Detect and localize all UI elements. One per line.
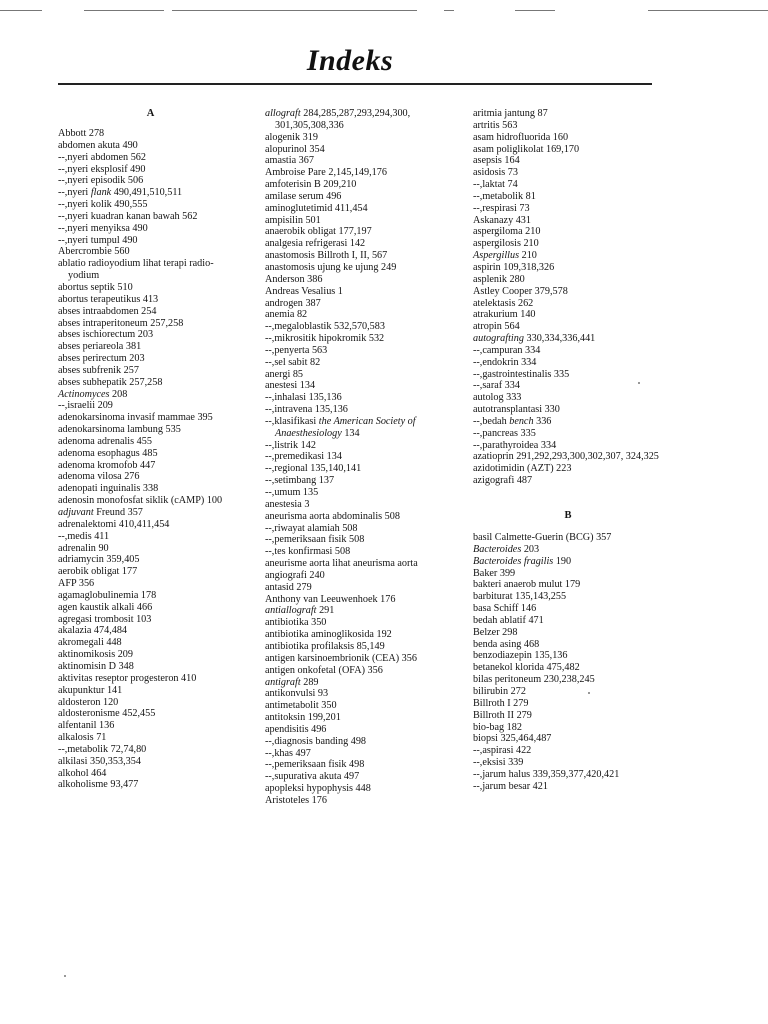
index-entry: biopsi 325,464,487: [473, 733, 552, 745]
index-entry: antiallograft 291: [265, 605, 335, 617]
header-line: [444, 10, 454, 11]
index-entry: --,nyeri tumpul 490: [58, 234, 138, 246]
index-entry: abortus terapeutikus 413: [58, 293, 159, 305]
index-entry: antigraft 289: [265, 676, 319, 688]
index-entry: --,mikrositik hipokromik 532: [265, 333, 385, 345]
index-entry: bedah ablatif 471: [473, 614, 544, 626]
index-entry: --,aspirasi 422: [473, 745, 532, 757]
index-entry: --,pemeriksaan fisik 498: [265, 759, 365, 771]
index-entry: bilirubin 272: [473, 685, 526, 697]
index-column-3: [473, 108, 663, 793]
index-entry: alopurinol 354: [265, 143, 325, 155]
index-entry: betanekol klorida 475,482: [473, 662, 580, 674]
index-entry: antitoksin 199,201: [265, 712, 341, 724]
index-entry: adjuvant Freund 357: [58, 507, 143, 518]
index-entry: --,diagnosis banding 498: [265, 735, 367, 747]
index-entry: anestesi 134: [265, 380, 316, 392]
index-entry: --,gastrointestinalis 335: [473, 368, 570, 380]
index-entry: abdomen akuta 490: [58, 139, 138, 151]
index-entry: --,nyeri kuadran kanan bawah 562: [58, 210, 198, 222]
index-entry: --,setimbang 137: [265, 475, 335, 487]
index-entry: alkohol 464: [58, 767, 107, 779]
index-entry: --,listrik 142: [265, 439, 316, 451]
section-heading-a: A: [146, 108, 155, 119]
index-entry: autografting 330,334,336,441: [473, 333, 596, 345]
index-entry: abortus septik 510: [58, 281, 133, 293]
page-title: Indeks: [306, 44, 394, 77]
index-entry: alkalosis 71: [58, 732, 107, 744]
header-line: [84, 10, 164, 11]
index-entry: anastomosis ujung ke ujung 249: [265, 261, 397, 273]
index-entry: anergi 85: [265, 368, 304, 380]
index-entry: --,nyeri kolik 490,555: [58, 199, 148, 211]
index-entry: antimetabolit 350: [265, 700, 337, 712]
index-entry: --,saraf 334: [473, 380, 520, 392]
index-entry: --,nyeri eksplosif 490: [58, 163, 146, 175]
index-entry: bakteri anaerob mulut 179: [473, 579, 581, 591]
index-entry: anemia 82: [265, 309, 308, 321]
index-entry: alkoholisme 93,477: [58, 779, 139, 791]
entry-list: [58, 128, 243, 791]
header-line: [648, 10, 768, 11]
entry-list: [473, 108, 663, 487]
index-entry: atelektasis 262: [473, 297, 534, 309]
index-entry: asplenik 280: [473, 273, 525, 285]
index-entry: Bacteroides fragilis 190: [473, 555, 572, 567]
index-entry: aldosteron 120: [58, 696, 119, 708]
index-entry: aktinomikosis 209: [58, 649, 133, 661]
index-entry: autolog 333: [473, 392, 522, 404]
index-entry: aneurisme aorta lihat aneurisma aorta: [265, 558, 418, 570]
index-entry: --,laktat 74: [473, 179, 518, 191]
index-entry: Anderson 386: [265, 273, 323, 285]
index-entry: Actinomyces 208: [58, 388, 128, 400]
index-entry: akupunktur 141: [58, 684, 123, 696]
index-entry: bilas peritoneum 230,238,245: [473, 674, 595, 686]
index-entry: barbiturat 135,143,255: [473, 591, 567, 603]
index-entry: adenokarsinoma invasif mammae 395: [58, 412, 213, 424]
index-entry: Abbott 278: [58, 128, 105, 139]
index-entry: abses intraabdomen 254: [58, 305, 157, 317]
index-entry: --,respirasi 73: [473, 202, 530, 214]
index-entry: Billroth I 279: [473, 697, 529, 709]
index-entry: AFP 356: [58, 578, 95, 590]
index-entry: --,parathyroidea 334: [473, 439, 557, 451]
index-entry: benda asing 468: [473, 638, 540, 650]
index-entry: --,campuran 334: [473, 344, 541, 356]
index-entry: aminoglutetimid 411,454: [265, 202, 368, 214]
index-column-1: [58, 107, 243, 791]
index-entry: alkilasi 350,353,354: [58, 755, 141, 767]
index-entry: aerobik obligat 177: [58, 566, 138, 578]
index-entry: aspergiloma 210: [473, 226, 541, 238]
index-entry: apopleksi hypophysis 448: [265, 783, 371, 795]
index-entry: basil Calmette-Guerin (BCG) 357: [473, 532, 612, 543]
index-entry: androgen 387: [265, 297, 321, 309]
index-entry: --,khas 497: [265, 747, 311, 759]
index-entry: atropin 564: [473, 321, 520, 333]
index-entry: antibiotika profilaksis 85,149: [265, 640, 385, 652]
index-entry: Baker 399: [473, 567, 516, 579]
index-entry: adenoma vilosa 276: [58, 471, 140, 483]
section-heading-b: B: [564, 510, 572, 521]
header-line: [515, 10, 555, 11]
index-entry: Aristoteles 176: [265, 794, 327, 806]
index-entry: agregasi trombosit 103: [58, 613, 152, 625]
scan-speck: [64, 975, 66, 977]
index-entry: amilase serum 496: [265, 190, 342, 202]
index-entry: --,jarum halus 339,359,377,420,421: [473, 768, 620, 780]
index-entry: --,penyerta 563: [265, 344, 328, 356]
index-entry: ablatio radioyodium lihat terapi radio-yodium: [58, 258, 214, 282]
index-entry: antigen karsinoembrionik (CEA) 356: [265, 652, 417, 664]
index-entry: aktivitas reseptor progesteron 410: [58, 672, 197, 684]
index-entry: --,nyeri episodik 506: [58, 175, 144, 187]
index-entry: --,umum 135: [265, 487, 319, 498]
index-entry: akromegali 448: [58, 637, 122, 649]
index-entry: Billroth II 279: [473, 709, 532, 721]
index-entry: anastomosis Billroth I, II, 567: [265, 250, 388, 262]
index-entry: allograft 284,285,287,293,294,300, 301,305,308,336: [265, 108, 411, 131]
scan-speck: [588, 692, 590, 694]
index-entry: artritis 563: [473, 119, 518, 131]
index-entry: alogenik 319: [265, 131, 318, 143]
index-entry: azatioprin 291,292,293,300,302,307, 324,325: [473, 451, 659, 463]
index-entry: --,israelii 209: [58, 400, 113, 412]
index-entry: apendisitis 496: [265, 723, 327, 735]
index-entry: asam poliglikolat 169,170: [473, 143, 580, 155]
index-entry: aneurisma aorta abdominalis 508: [265, 510, 400, 522]
scan-speck: [638, 382, 640, 384]
index-entry: abses subfrenik 257: [58, 364, 139, 376]
index-entry: antibiotika aminoglikosida 192: [265, 629, 392, 641]
index-entry: adenoma kromofob 447: [58, 459, 156, 471]
index-entry: --,medis 411: [58, 530, 110, 542]
index-entry: --,megaloblastik 532,570,583: [265, 321, 385, 333]
index-entry: abses intraperitoneum 257,258: [58, 317, 184, 329]
index-entry: --,tes konfirmasi 508: [265, 546, 351, 558]
index-entry: --,sel sabit 82: [265, 356, 321, 368]
index-entry: aldosteronisme 452,455: [58, 708, 156, 720]
index-entry: alfentanil 136: [58, 720, 115, 732]
index-entry: aritmia jantung 87: [473, 108, 548, 119]
index-entry: --,intravena 135,136: [265, 404, 348, 416]
index-entry: atrakurium 140: [473, 309, 536, 321]
index-entry: adenokarsinoma lambung 535: [58, 424, 181, 436]
index-entry: adenoma adrenalis 455: [58, 435, 152, 447]
index-entry: antigen onkofetal (OFA) 356: [265, 664, 383, 676]
index-entry: adenosin monofosfat siklik (cAMP) 100: [58, 495, 223, 507]
index-entry: azidotimidin (AZT) 223: [473, 463, 572, 475]
index-entry: antasid 279: [265, 581, 312, 593]
index-entry: asidosis 73: [473, 167, 518, 179]
index-entry: antikonvulsi 93: [265, 688, 329, 700]
index-entry: amastia 367: [265, 155, 314, 167]
index-entry: --,premedikasi 134: [265, 451, 342, 463]
index-entry: Abercrombie 560: [58, 246, 130, 258]
index-entry: --,nyeri abdomen 562: [58, 151, 146, 163]
index-entry: --,supurativa akuta 497: [265, 771, 360, 783]
index-entry: --,nyeri menyiksa 490: [58, 222, 148, 234]
index-entry: agamaglobulinemia 178: [58, 589, 157, 601]
index-entry: --,bedah bench 336: [473, 415, 552, 427]
index-entry: Askanazy 431: [473, 214, 531, 226]
index-entry: Aspergillus 210: [473, 250, 537, 262]
index-entry: abses subhepatik 257,258: [58, 376, 163, 388]
index-entry: --,metabolik 72,74,80: [58, 743, 147, 755]
index-entry: --,nyeri flank 490,491,510,511: [58, 187, 183, 199]
entry-list: [265, 108, 457, 807]
index-entry: adriamycin 359,405: [58, 554, 140, 566]
index-entry: --,pemeriksaan fisik 508: [265, 534, 365, 546]
index-entry: basa Schiff 146: [473, 603, 537, 615]
title-rule: [58, 83, 652, 85]
index-entry: Bacteroides 203: [473, 543, 540, 555]
index-entry: Ambroise Pare 2,145,149,176: [265, 167, 387, 179]
index-entry: azigografi 487: [473, 475, 533, 487]
header-line: [0, 10, 42, 11]
index-entry: asam hidrofluorida 160: [473, 131, 569, 143]
index-entry: ampisilin 501: [265, 214, 321, 226]
index-entry: adenopati inguinalis 338: [58, 483, 159, 495]
index-entry: --,riwayat alamiah 508: [265, 522, 358, 534]
index-entry: abses ischiorectum 203: [58, 329, 154, 341]
index-entry: adenoma esophagus 485: [58, 447, 158, 459]
index-entry: autotransplantasi 330: [473, 404, 560, 416]
header-line: [172, 10, 417, 11]
index-entry: agen kaustik alkali 466: [58, 601, 153, 613]
index-entry: bio-bag 182: [473, 721, 522, 733]
index-entry: --,endokrin 334: [473, 356, 537, 368]
index-entry: angiografi 240: [265, 569, 325, 581]
index-entry: amfoterisin B 209,210: [265, 179, 357, 191]
index-entry: abses periareola 381: [58, 341, 142, 353]
index-entry: benzodiazepin 135,136: [473, 650, 568, 662]
index-entry: adrenalektomi 410,411,454: [58, 518, 170, 530]
index-entry: --,jarum besar 421: [473, 780, 548, 792]
index-entry: --,regional 135,140,141: [265, 463, 362, 475]
index-column-2: [265, 108, 457, 807]
index-entry: Belzer 298: [473, 626, 518, 638]
index-entry: adrenalin 90: [58, 542, 109, 554]
index-entry: asepsis 164: [473, 155, 520, 167]
index-entry: antibiotika 350: [265, 617, 327, 629]
index-entry: --,inhalasi 135,136: [265, 392, 342, 404]
index-entry: akalazia 474,484: [58, 625, 128, 637]
index-entry: aktinomisin D 348: [58, 660, 134, 672]
index-entry: aspergilosis 210: [473, 238, 539, 250]
index-entry: --,eksisi 339: [473, 757, 524, 769]
index-entry: abses perirectum 203: [58, 353, 145, 365]
index-entry: aspirin 109,318,326: [473, 261, 555, 273]
index-entry: Anthony van Leeuwenhoek 176: [265, 593, 396, 605]
index-entry: --,pancreas 335: [473, 427, 536, 439]
index-entry: Astley Cooper 379,578: [473, 285, 568, 297]
index-entry: anestesia 3: [265, 498, 310, 510]
index-entry: --,metabolik 81: [473, 190, 536, 202]
index-entry: Andreas Vesalius 1: [265, 285, 343, 297]
index-entry: anaerobik obligat 177,197: [265, 226, 372, 238]
index-entry: analgesia refrigerasi 142: [265, 238, 366, 250]
entry-list: [473, 532, 663, 793]
index-entry: --,klasifikasi the American Society of Anaesthesiology 134: [265, 415, 416, 439]
